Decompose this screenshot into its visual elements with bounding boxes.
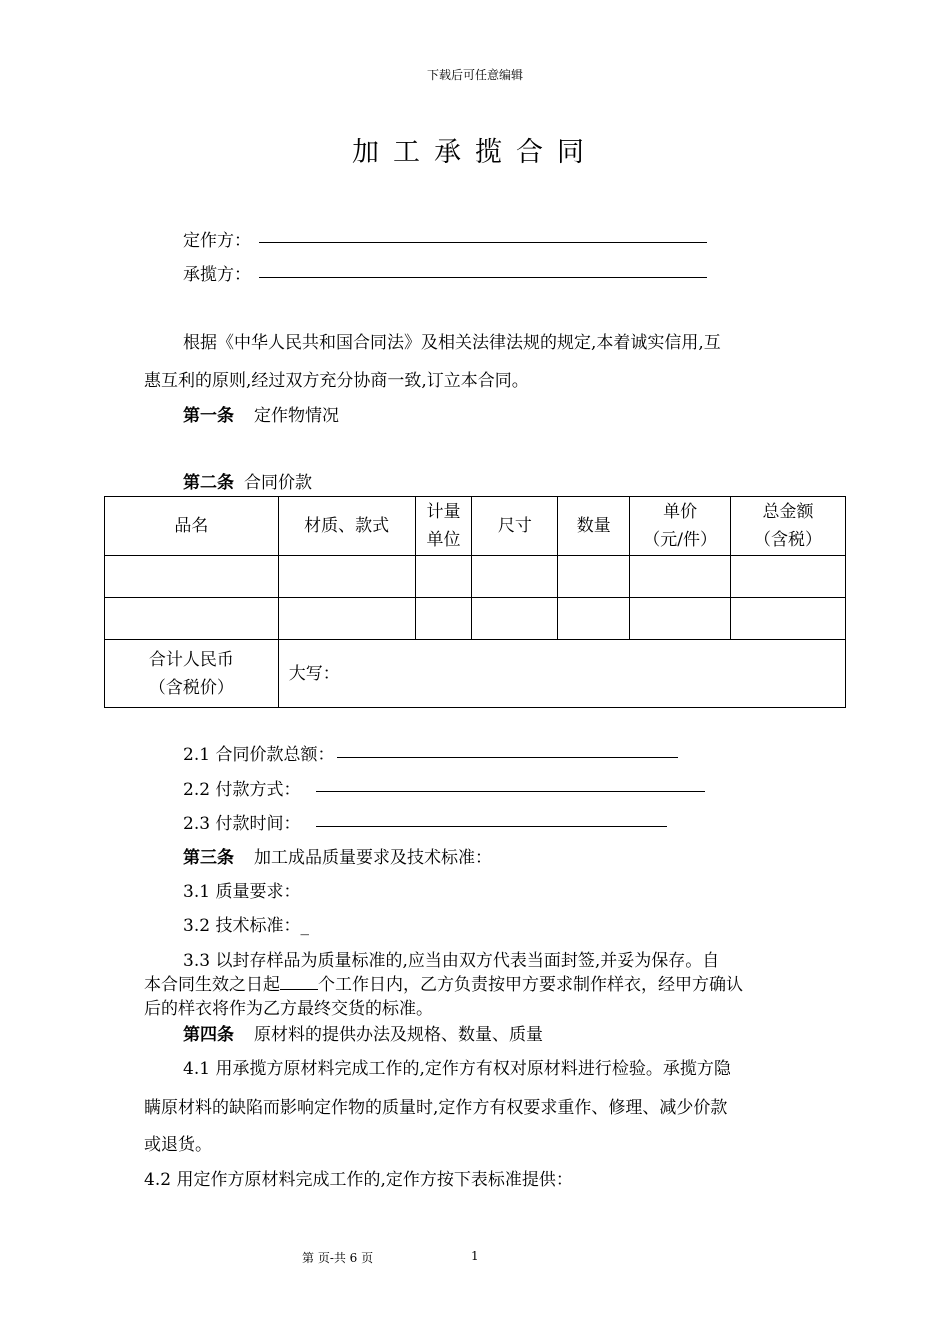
payment-method-field[interactable] bbox=[316, 791, 705, 792]
intro-line-2: 惠互利的原则,经过双方充分协商一致,订立本合同。 bbox=[144, 371, 529, 391]
header-material: 材质、款式 bbox=[278, 497, 415, 556]
table-cell[interactable] bbox=[731, 598, 846, 640]
article-3-title: 加工成品质量要求及技术标准： bbox=[254, 848, 492, 868]
table-header-row bbox=[105, 497, 846, 556]
article-1 bbox=[183, 401, 339, 426]
working-days-field[interactable] bbox=[280, 975, 318, 990]
header-note: 下载后可任意编辑 bbox=[426, 68, 523, 82]
article-4-title: 原材料的提供办法及规格、数量、质量 bbox=[254, 1025, 543, 1045]
total-label-line-2: （含税价） bbox=[148, 677, 234, 698]
clause-4-1-line-2: 瞒原材料的缺陷而影响定作物的质量时,定作方有权要求重作、修理、减少价款 bbox=[144, 1098, 728, 1118]
table-cell[interactable] bbox=[731, 556, 846, 598]
clause-3-3-line-1: 3.3 以封存样品为质量标准的,应当由双方代表当面封签,并妥为保存。自 bbox=[183, 951, 720, 971]
clause-3-3-line-2 bbox=[144, 970, 743, 995]
table-cell[interactable] bbox=[630, 598, 731, 640]
header-price-line-1: 单价 bbox=[663, 502, 698, 522]
price-table bbox=[104, 496, 846, 708]
article-3-number: 第三条 bbox=[183, 848, 234, 868]
header-unit-line-1: 计量 bbox=[426, 502, 461, 522]
header-price-line-2: （元/件） bbox=[643, 530, 717, 550]
clause-3-3-line-3: 后的样衣将作为乙方最终交货的标准。 bbox=[144, 999, 433, 1019]
header-qty: 数量 bbox=[558, 497, 630, 556]
article-2 bbox=[183, 468, 312, 493]
header-total bbox=[731, 497, 846, 556]
payment-time-field[interactable] bbox=[316, 826, 667, 827]
article-1-number: 第一条 bbox=[183, 406, 234, 426]
clause-4-1-line-3: 或退货。 bbox=[144, 1135, 212, 1155]
total-price-field[interactable] bbox=[337, 757, 678, 758]
document-title: 加工承揽合同 bbox=[352, 137, 598, 168]
table-cell[interactable] bbox=[278, 556, 415, 598]
clause-3-2: 3.2 技术标准：_ bbox=[183, 916, 309, 936]
table-cell[interactable] bbox=[415, 598, 472, 640]
article-2-title: 合同价款 bbox=[244, 473, 312, 493]
contractor-label: 承揽方： bbox=[183, 265, 251, 285]
header-total-line-1: 总金额 bbox=[762, 502, 814, 522]
table-cell[interactable] bbox=[558, 598, 630, 640]
header-total-line-2: （含税） bbox=[754, 530, 823, 550]
total-label-line-1: 合计人民币 bbox=[148, 649, 234, 670]
clause-4-2: 4.2 用定作方原材料完成工作的,定作方按下表标准提供： bbox=[144, 1170, 573, 1190]
contractor-field[interactable] bbox=[259, 277, 707, 278]
total-in-words-label: 大写： bbox=[288, 663, 340, 684]
header-unit-line-2: 单位 bbox=[426, 530, 461, 550]
article-1-title: 定作物情况 bbox=[254, 406, 339, 426]
orderer-label: 定作方： bbox=[183, 231, 251, 251]
clause-4-1-line-1: 4.1 用承揽方原材料完成工作的,定作方有权对原材料进行检验。承揽方隐 bbox=[183, 1059, 731, 1079]
header-unit bbox=[415, 497, 472, 556]
article-2-number: 第二条 bbox=[183, 473, 234, 493]
table-cell[interactable] bbox=[630, 556, 731, 598]
clause-2-3: 2.3 付款时间： bbox=[183, 814, 301, 834]
table-cell[interactable] bbox=[472, 556, 558, 598]
table-row bbox=[105, 598, 846, 640]
clause-3-3-line-2-end: 个工作日内，乙方负责按甲方要求制作样衣，经甲方确认 bbox=[318, 975, 743, 995]
footer-page-number: 1 bbox=[471, 1249, 479, 1263]
table-cell[interactable] bbox=[105, 556, 279, 598]
footer-page-text: 第 页-共 6 页 bbox=[302, 1251, 374, 1265]
orderer-field[interactable] bbox=[259, 242, 707, 243]
table-cell[interactable] bbox=[558, 556, 630, 598]
clause-3-1: 3.1 质量要求： bbox=[183, 882, 301, 902]
clause-3-3-line-2-start: 本合同生效之日起 bbox=[144, 975, 280, 995]
article-3 bbox=[183, 843, 492, 868]
table-row bbox=[105, 556, 846, 598]
total-in-words-cell[interactable] bbox=[278, 640, 845, 708]
header-name: 品名 bbox=[105, 497, 279, 556]
article-4-number: 第四条 bbox=[183, 1025, 234, 1045]
header-size: 尺寸 bbox=[472, 497, 558, 556]
total-row bbox=[105, 640, 846, 708]
header-price bbox=[630, 497, 731, 556]
article-4 bbox=[183, 1020, 543, 1045]
table-cell[interactable] bbox=[105, 598, 279, 640]
total-label bbox=[105, 640, 279, 708]
clause-2-1: 2.1 合同价款总额： bbox=[183, 745, 335, 765]
intro-line-1: 根据《中华人民共和国合同法》及相关法律法规的规定,本着诚实信用,互 bbox=[183, 333, 721, 353]
table-cell[interactable] bbox=[278, 598, 415, 640]
table-cell[interactable] bbox=[415, 556, 472, 598]
clause-2-2: 2.2 付款方式： bbox=[183, 780, 301, 800]
table-cell[interactable] bbox=[472, 598, 558, 640]
